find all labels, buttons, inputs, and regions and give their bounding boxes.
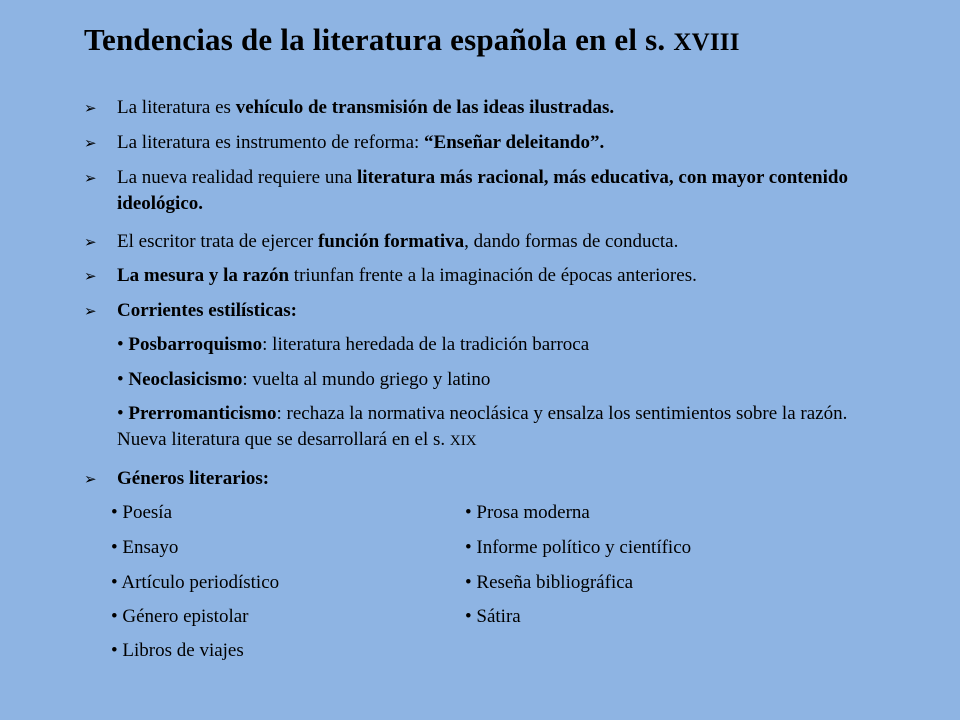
corriente-name: Posbarroquismo <box>128 334 263 355</box>
genre-item <box>111 570 279 596</box>
bullet-plain: , dando formas de conducta. <box>464 231 679 252</box>
genre-item <box>465 570 633 596</box>
genre-item <box>111 604 249 630</box>
bullet-plain: La literatura es instrumento de reforma: <box>117 132 425 153</box>
corriente-desc: : rechaza la normativa neoclásica y ensalza los sentimientos sobre la razón. Nueva literatura que se desarrollará en el s. <box>117 403 848 450</box>
bullet-plain: La nueva realidad requiere una <box>117 167 358 188</box>
dot-bullet-icon: • <box>465 502 472 523</box>
bullet-item-1 <box>84 95 864 121</box>
bullet-plain: El escritor trata de ejercer <box>117 231 318 252</box>
dot-bullet-icon: • <box>117 334 124 355</box>
dot-bullet-icon: • <box>111 640 118 661</box>
genre-label: Género epistolar <box>122 606 249 627</box>
bullet-bold: “Enseñar deleitando”. <box>424 132 605 153</box>
dot-bullet-icon: • <box>117 403 124 424</box>
corriente-item-1 <box>117 332 877 358</box>
bullet-text <box>117 130 864 156</box>
bullet-item-3 <box>84 165 864 217</box>
century-suffix: XIX <box>449 433 477 449</box>
bullet-text <box>117 165 864 217</box>
bullet-item-2 <box>84 130 864 156</box>
bullet-text <box>117 263 864 289</box>
dot-bullet-icon: • <box>111 572 118 593</box>
arrow-bullet-icon: ➢ <box>84 267 97 285</box>
arrow-bullet-icon: ➢ <box>84 169 97 187</box>
bullet-item-7 <box>84 466 864 492</box>
corriente-desc: : literatura heredada de la tradición barroca <box>262 334 590 355</box>
bullet-item-6 <box>84 298 864 324</box>
dot-bullet-icon: • <box>465 572 472 593</box>
bullet-item-4 <box>84 229 864 255</box>
bullet-plain: triunfan frente a la imaginación de épocas anteriores. <box>289 265 697 286</box>
bullet-plain: La literatura es <box>117 97 236 118</box>
genre-label: Ensayo <box>122 537 179 558</box>
bullet-bold: Corrientes estilísticas: <box>117 300 297 321</box>
bullet-text <box>117 229 864 255</box>
bullet-bold: Géneros literarios: <box>117 468 270 489</box>
title-text: Tendencias de la literatura española en el s. <box>84 22 666 57</box>
dot-bullet-icon: • <box>465 606 472 627</box>
genre-item <box>465 604 521 630</box>
genre-item <box>111 638 244 664</box>
genre-label: Artículo periodístico <box>121 572 280 593</box>
dot-bullet-icon: • <box>111 537 118 558</box>
bullet-text <box>117 298 864 324</box>
genre-label: Libros de viajes <box>122 640 244 661</box>
genre-item <box>465 535 691 561</box>
corriente-desc: : vuelta al mundo griego y latino <box>242 369 491 390</box>
bullet-bold: La mesura y la razón <box>117 265 290 286</box>
genre-label: Prosa moderna <box>476 502 590 523</box>
dot-bullet-icon: • <box>111 606 118 627</box>
genre-label: Poesía <box>122 502 173 523</box>
genre-label: Reseña bibliográfica <box>476 572 634 593</box>
corriente-name: Prerromanticismo <box>128 403 277 424</box>
dot-bullet-icon: • <box>117 369 124 390</box>
dot-bullet-icon: • <box>465 537 472 558</box>
bullet-text <box>117 95 864 121</box>
corriente-item-2 <box>117 367 877 393</box>
genre-item <box>111 535 178 561</box>
genre-label: Informe político y científico <box>476 537 692 558</box>
arrow-bullet-icon: ➢ <box>84 99 97 117</box>
bullet-bold: vehículo de transmisión de las ideas ilustradas. <box>235 97 615 118</box>
genre-item <box>465 500 590 526</box>
arrow-bullet-icon: ➢ <box>84 470 97 488</box>
arrow-bullet-icon: ➢ <box>84 302 97 320</box>
dot-bullet-icon: • <box>111 502 118 523</box>
arrow-bullet-icon: ➢ <box>84 233 97 251</box>
slide-title <box>84 22 740 58</box>
bullet-bold: literatura más racional, más educativa, con mayor contenido ideológico. <box>117 167 848 214</box>
genre-item <box>111 500 172 526</box>
genre-label: Sátira <box>476 606 521 627</box>
bullet-item-5 <box>84 263 864 289</box>
bullet-bold: función formativa <box>317 231 465 252</box>
title-century: XVIII <box>673 29 740 56</box>
corriente-item-3 <box>117 401 852 454</box>
bullet-text <box>117 466 864 492</box>
corriente-name: Neoclasicismo <box>128 369 243 390</box>
arrow-bullet-icon: ➢ <box>84 134 97 152</box>
